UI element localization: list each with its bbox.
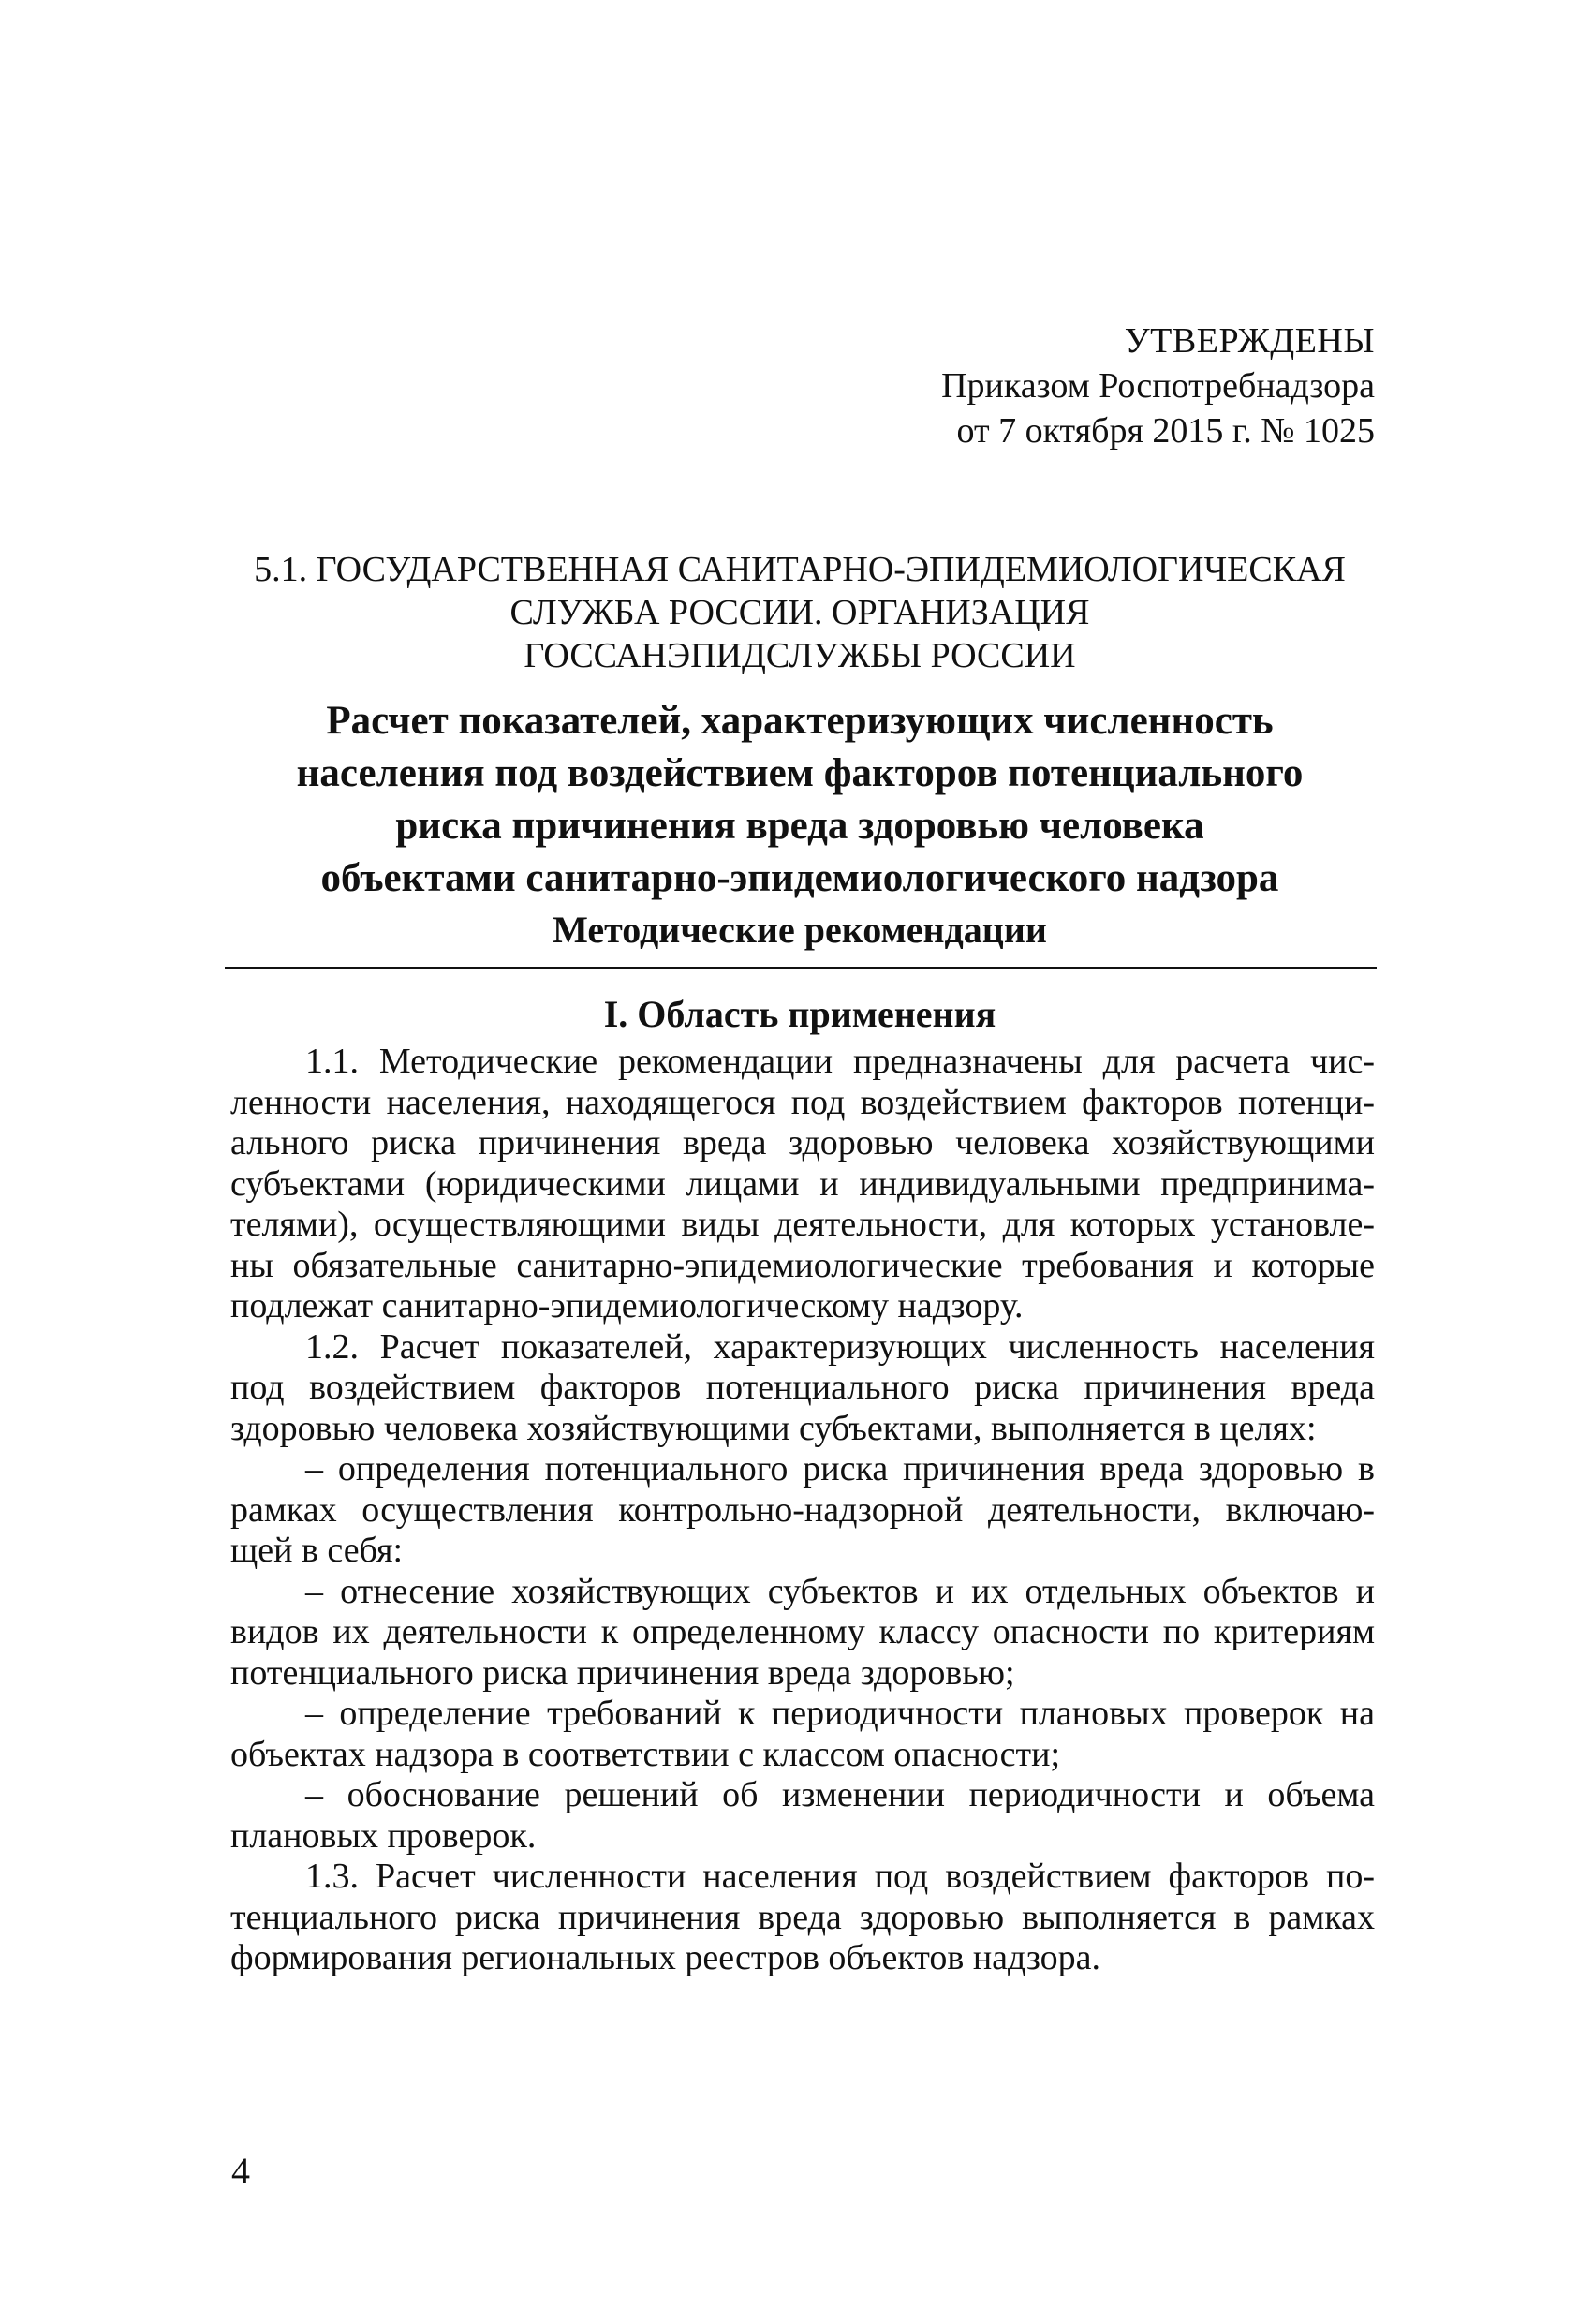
paragraph-line: ленности населения, находящегося под воздействием факторов потенци- <box>230 1082 1375 1122</box>
paragraph-line: телями), осуществляющими виды деятельности, для которых установле- <box>230 1205 1375 1244</box>
paragraph-line: 1.1. Методические рекомендации предназначены для расчета чис- <box>305 1042 1375 1081</box>
paragraph-line: 1.2. Расчет показателей, характеризующих численность населения <box>305 1326 1375 1367</box>
approval-block <box>941 318 1375 453</box>
approval-order-line: Приказом Роспотребнадзора <box>941 366 1375 406</box>
paragraph-line: субъектами (юридическими лицами и индивидуальными предпринима- <box>230 1163 1375 1204</box>
paragraph-line: ны обязательные санитарно-эпидемиологические требования и которые <box>230 1245 1375 1285</box>
paragraph-line: – определения потенциального риска причинения вреда здоровью в <box>305 1449 1375 1488</box>
paragraph-line: 1.3. Расчет численности населения под воздействием факторов по- <box>305 1857 1375 1896</box>
section-header <box>225 548 1375 677</box>
paragraph-line: ального риска причинения вреда здоровью человека хозяйствующими <box>230 1123 1375 1162</box>
page-number: 4 <box>231 2150 250 2192</box>
paragraph-line: плановых проверок. <box>230 1815 537 1856</box>
document-title-line: объектами санитарно-эпидемиологического надзора <box>320 856 1279 900</box>
paragraph-line: тенциального риска причинения вреда здоровью выполняется в рамках <box>230 1897 1375 1937</box>
document-subtitle: Методические рекомендации <box>553 909 1047 951</box>
section-header-line: СЛУЖБА РОССИИ. ОРГАНИЗАЦИЯ <box>509 593 1090 632</box>
paragraph-line: – обоснование решений об изменении периодичности и объема <box>305 1775 1375 1814</box>
document-title-line: населения под воздействием факторов потенциального <box>296 751 1304 795</box>
paragraph-line: – определение требований к периодичности плановых проверок на <box>305 1694 1375 1733</box>
paragraph-line: щей в себя: <box>230 1531 404 1570</box>
chapter-heading: I. Область применения <box>603 993 996 1035</box>
paragraph-line: формирования региональных реестров объектов надзора. <box>230 1938 1100 1977</box>
paragraph-line: – отнесение хозяйствующих субъектов и их отдельных объектов и <box>305 1571 1375 1611</box>
approval-date-line: от 7 октября 2015 г. № 1025 <box>956 411 1375 451</box>
paragraph-line: рамках осуществления контрольно-надзорной деятельности, включаю- <box>230 1489 1375 1530</box>
approval-title: УТВЕРЖДЕНЫ <box>1124 321 1375 361</box>
section-header-line: ГОССАНЭПИДСЛУЖБЫ РОССИИ <box>524 636 1076 675</box>
document-title-line: Расчет показателей, характеризующих численность <box>326 699 1274 743</box>
body-text <box>230 1042 1375 1979</box>
document-title-line: риска причинения вреда здоровью человека <box>395 804 1204 848</box>
paragraph-line: под воздействием факторов потенциального риска причинения вреда <box>230 1368 1375 1407</box>
paragraph-line: здоровью человека хозяйствующими субъектами, выполняется в целях: <box>230 1408 1317 1448</box>
paragraph-line: объектах надзора в соответствии с классом опасности; <box>230 1734 1061 1774</box>
paragraph-line: видов их деятельности к определенному классу опасности по критериям <box>230 1612 1375 1651</box>
horizontal-rule <box>225 967 1377 969</box>
paragraph-line: подлежат санитарно-эпидемиологическому надзору. <box>230 1286 1024 1325</box>
document-title <box>225 695 1375 905</box>
section-header-line: 5.1. ГОСУДАРСТВЕННАЯ САНИТАРНО-ЭПИДЕМИОЛОГИЧЕСКАЯ <box>254 550 1346 589</box>
paragraph-line: потенциального риска причинения вреда здоровью; <box>230 1652 1015 1693</box>
